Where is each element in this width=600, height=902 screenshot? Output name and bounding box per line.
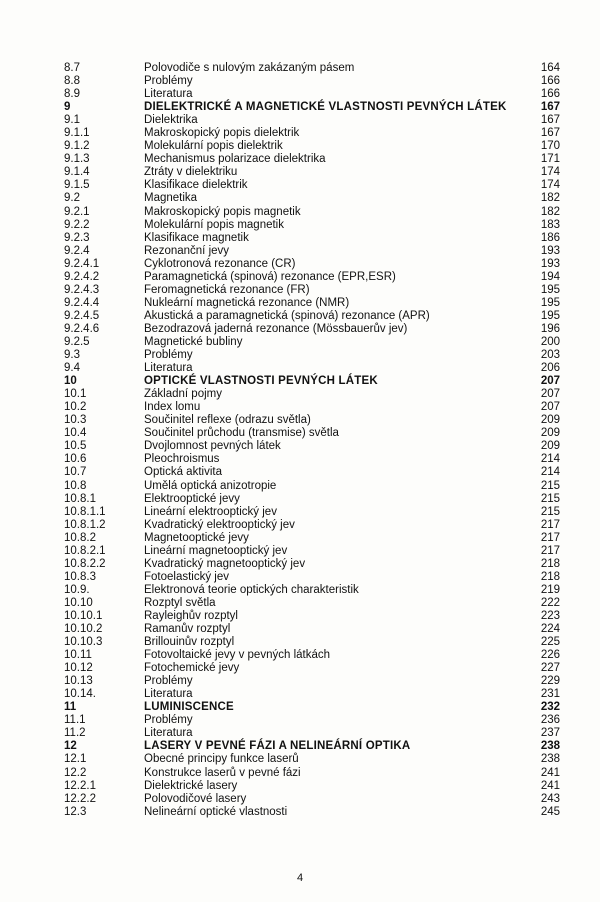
toc-entry-number: 9.1.2	[64, 140, 90, 153]
toc-row	[64, 232, 560, 245]
toc-entry-number: 10.8	[64, 479, 87, 492]
toc-entry-number: 9.1	[64, 114, 80, 127]
toc-entry-page: 222	[540, 596, 560, 609]
toc-row	[64, 493, 560, 506]
toc-entry-page: 207	[540, 375, 560, 388]
toc-entry-title: Elektrooptické jevy	[144, 492, 240, 505]
toc-entry-number: 10.10.3	[64, 636, 103, 649]
toc-row	[64, 688, 560, 701]
toc-entry-page: 243	[540, 792, 560, 805]
toc-entry-number: 9.2.4.5	[64, 309, 100, 322]
toc-entry-number: 10.10.1	[64, 609, 103, 622]
toc-entry-number: 10.8.3	[64, 570, 96, 583]
toc-row	[64, 166, 560, 179]
toc-entry-page: 193	[540, 257, 560, 270]
toc-entry-page: 166	[540, 88, 560, 101]
toc-row	[64, 336, 560, 349]
toc-entry-page: 219	[540, 583, 560, 596]
toc-entry-page: 215	[540, 492, 560, 505]
toc-entry-title: Makroskopický popis magnetik	[144, 205, 301, 218]
toc-chapter-row	[64, 101, 560, 114]
toc-entry-title: Optická aktivita	[144, 466, 222, 479]
toc-entry-page: 183	[540, 218, 560, 231]
toc-row	[64, 219, 560, 232]
toc-row	[64, 114, 560, 127]
toc-entry-page: 182	[540, 192, 560, 205]
toc-entry-number: 10.3	[64, 414, 87, 427]
toc-row	[64, 414, 560, 427]
toc-entry-page: 186	[540, 231, 560, 244]
toc-entry-title: Bezodrazová jaderná rezonance (Mössbauerův jev)	[144, 322, 408, 335]
toc-entry-page: 217	[540, 544, 560, 557]
toc-entry-number: 10.12	[64, 662, 93, 675]
toc-entry-page: 237	[540, 727, 560, 740]
toc-entry-number: 9.1.1	[64, 127, 90, 140]
toc-entry-title: Dielektrika	[144, 114, 198, 127]
toc-entry-title: Konstrukce laserů v pevné fázi	[144, 766, 301, 779]
toc-entry-title: Ramanův rozptyl	[144, 623, 231, 636]
toc-entry-page: 241	[540, 779, 560, 792]
toc-entry-number: 9.2.4.3	[64, 283, 100, 296]
toc-entry-title: Brillouinův rozptyl	[144, 636, 235, 649]
toc-entry-title: Elektronová teorie optických charakteristik	[144, 583, 359, 596]
toc-entry-number: 9.2.4.4	[64, 296, 100, 309]
toc-entry-number: 9.4	[64, 362, 80, 375]
toc-entry-page: 238	[540, 740, 560, 753]
toc-entry-page: 174	[540, 166, 560, 179]
toc-entry-number: 9.2.3	[64, 231, 90, 244]
toc-entry-number: 9	[64, 101, 71, 114]
toc-entry-title: Kvadratický elektrooptický jev	[144, 518, 295, 531]
toc-entry-title: OPTICKÉ VLASTNOSTI PEVNÝCH LÁTEK	[144, 375, 378, 388]
toc-entry-title: Základní pojmy	[144, 388, 222, 401]
toc-entry-number: 10.10	[64, 596, 93, 609]
toc-row	[64, 636, 560, 649]
toc-row	[64, 427, 560, 440]
toc-entry-page: 218	[540, 570, 560, 583]
toc-row	[64, 545, 560, 558]
footer-page-number: 4	[296, 872, 304, 884]
toc-entry-page: 195	[540, 296, 560, 309]
toc-entry-page: 238	[540, 753, 560, 766]
toc-entry-page: 227	[540, 662, 560, 675]
toc-entry-number: 12.2	[64, 766, 87, 779]
toc-entry-number: 9.2.4.2	[64, 270, 100, 283]
toc-entry-title: Ztráty v dielektriku	[144, 166, 238, 179]
toc-entry-title: Magnetika	[144, 192, 198, 205]
toc-entry-number: 9.2.2	[64, 218, 90, 231]
toc-entry-page: 214	[540, 466, 560, 479]
table-of-contents	[64, 62, 560, 819]
toc-row	[64, 388, 560, 401]
toc-entry-page: 229	[540, 675, 560, 688]
toc-entry-number: 10.5	[64, 440, 87, 453]
toc-row	[64, 753, 560, 766]
toc-entry-title: Problémy	[144, 349, 193, 362]
toc-entry-title: Index lomu	[144, 401, 201, 414]
toc-entry-page: 206	[540, 362, 560, 375]
toc-entry-page: 194	[540, 270, 560, 283]
toc-entry-page: 170	[540, 140, 560, 153]
toc-entry-title: LUMINISCENCE	[144, 701, 234, 714]
toc-row	[64, 310, 560, 323]
toc-entry-page: 195	[540, 283, 560, 296]
toc-entry-title: Rozptyl světla	[144, 596, 216, 609]
toc-entry-page: 224	[540, 623, 560, 636]
toc-entry-title: Paramagnetická (spinová) rezonance (EPR,ESR)	[144, 270, 396, 283]
toc-row	[64, 466, 560, 479]
toc-row	[64, 362, 560, 375]
toc-entry-page: 241	[540, 766, 560, 779]
toc-entry-title: Literatura	[144, 727, 193, 740]
toc-entry-title: Problémy	[144, 714, 193, 727]
toc-entry-page: 166	[540, 75, 560, 88]
toc-entry-number: 10.8.1.1	[64, 505, 106, 518]
toc-entry-page: 203	[540, 349, 560, 362]
toc-entry-number: 10.6	[64, 453, 87, 466]
toc-row	[64, 401, 560, 414]
toc-entry-title: Součinitel průchodu (transmise) světla	[144, 427, 339, 440]
toc-entry-number: 9.2.1	[64, 205, 90, 218]
toc-entry-title: Molekulární popis magnetik	[144, 218, 284, 231]
toc-entry-page: 209	[540, 427, 560, 440]
toc-entry-page: 214	[540, 453, 560, 466]
toc-entry-title: Nelineární optické vlastnosti	[144, 805, 288, 818]
toc-entry-page: 209	[540, 414, 560, 427]
toc-entry-number: 9.2.4	[64, 244, 90, 257]
toc-row	[64, 323, 560, 336]
toc-row	[64, 571, 560, 584]
toc-row	[64, 480, 560, 493]
toc-row	[64, 62, 560, 75]
toc-entry-title: Problémy	[144, 75, 193, 88]
toc-entry-title: Makroskopický popis dielektrik	[144, 127, 300, 140]
toc-row	[64, 453, 560, 466]
toc-entry-number: 11.1	[64, 714, 86, 727]
toc-entry-title: Pleochroismus	[144, 453, 220, 466]
toc-entry-number: 10.10.2	[64, 623, 103, 636]
toc-entry-page: 236	[540, 714, 560, 727]
toc-entry-title: Polovodičové lasery	[144, 792, 247, 805]
toc-row	[64, 271, 560, 284]
toc-entry-number: 10.8.1	[64, 492, 96, 505]
toc-entry-number: 10.9.	[64, 583, 90, 596]
toc-entry-page: 182	[540, 205, 560, 218]
toc-row	[64, 349, 560, 362]
toc-entry-title: Umělá optická anizotropie	[144, 479, 277, 492]
toc-row	[64, 584, 560, 597]
toc-row	[64, 714, 560, 727]
toc-row	[64, 649, 560, 662]
toc-entry-page: 195	[540, 309, 560, 322]
toc-entry-title: Akustická a paramagnetická (spinová) rezonance (APR)	[144, 309, 430, 322]
toc-entry-page: 209	[540, 440, 560, 453]
toc-entry-page: 215	[540, 505, 560, 518]
toc-entry-number: 10.11	[64, 649, 92, 662]
toc-entry-number: 9.2.4.6	[64, 322, 100, 335]
toc-entry-number: 10.1	[64, 388, 87, 401]
toc-entry-number: 10.8.1.2	[64, 518, 106, 531]
toc-entry-page: 225	[540, 636, 560, 649]
toc-entry-page: 217	[540, 531, 560, 544]
toc-entry-title: Mechanismus polarizace dielektrika	[144, 153, 326, 166]
toc-entry-title: Molekulární popis dielektrik	[144, 140, 283, 153]
toc-row	[64, 192, 560, 205]
toc-entry-number: 11	[64, 701, 77, 714]
toc-row	[64, 258, 560, 271]
toc-entry-number: 10.7	[64, 466, 87, 479]
toc-row	[64, 727, 560, 740]
toc-entry-page: 193	[540, 244, 560, 257]
toc-row	[64, 532, 560, 545]
toc-entry-number: 12.2.1	[64, 779, 96, 792]
toc-entry-title: Polovodiče s nulovým zakázaným pásem	[144, 62, 355, 74]
toc-entry-page: 167	[540, 101, 560, 114]
toc-row	[64, 675, 560, 688]
toc-entry-number: 12.1	[64, 753, 87, 766]
toc-row	[64, 153, 560, 166]
toc-entry-page: 226	[540, 649, 560, 662]
toc-chapter-row	[64, 740, 560, 753]
toc-entry-title: Lineární elektrooptický jev	[144, 505, 277, 518]
toc-entry-title: DIELEKTRICKÉ A MAGNETICKÉ VLASTNOSTI PEVNÝCH LÁTEK	[144, 101, 507, 114]
toc-row	[64, 558, 560, 571]
toc-entry-number: 12	[64, 740, 77, 753]
toc-entry-title: Nukleární magnetická rezonance (NMR)	[144, 296, 350, 309]
toc-row	[64, 140, 560, 153]
toc-entry-number: 10.8.2	[64, 531, 96, 544]
toc-entry-title: Rezonanční jevy	[144, 244, 230, 257]
toc-entry-title: Fotovoltaické jevy v pevných látkách	[144, 649, 331, 662]
toc-entry-title: Cyklotronová rezonance (CR)	[144, 257, 296, 270]
toc-entry-page: 232	[540, 701, 560, 714]
toc-entry-number: 10.4	[64, 427, 87, 440]
toc-entry-title: Literatura	[144, 688, 193, 701]
toc-entry-number: 10.8.2.2	[64, 557, 106, 570]
toc-entry-title: Magnetické bubliny	[144, 335, 243, 348]
toc-entry-title: Rayleighův rozptyl	[144, 609, 238, 622]
toc-entry-number: 10.14.	[64, 688, 96, 701]
toc-entry-number: 9.2.5	[64, 335, 90, 348]
toc-entry-title: Dielektrické lasery	[144, 779, 238, 792]
toc-entry-number: 11.2	[64, 727, 86, 740]
toc-entry-page: 171	[540, 153, 560, 166]
toc-entry-page: 218	[540, 557, 560, 570]
toc-row	[64, 297, 560, 310]
toc-entry-title: Lineární magnetooptický jev	[144, 544, 288, 557]
toc-entry-page: 245	[540, 805, 560, 818]
toc-row	[64, 75, 560, 88]
toc-row	[64, 767, 560, 780]
toc-entry-page: 174	[540, 179, 560, 192]
toc-entry-number: 9.1.3	[64, 153, 90, 166]
toc-entry-title: Součinitel reflexe (odrazu světla)	[144, 414, 311, 427]
toc-entry-number: 10.8.2.1	[64, 544, 106, 557]
toc-entry-number: 9.2.4.1	[64, 257, 100, 270]
toc-entry-title: Literatura	[144, 362, 193, 375]
toc-row	[64, 284, 560, 297]
toc-entry-page: 207	[540, 401, 560, 414]
toc-entry-title: Kvadratický magnetooptický jev	[144, 557, 306, 570]
toc-entry-title: Klasifikace magnetik	[144, 231, 249, 244]
toc-row	[64, 440, 560, 453]
toc-entry-page: 207	[540, 388, 560, 401]
toc-row	[64, 88, 560, 101]
toc-entry-page: 167	[540, 114, 560, 127]
toc-entry-number: 9.3	[64, 349, 80, 362]
toc-entry-title: Literatura	[144, 88, 193, 101]
toc-entry-number: 9.2	[64, 192, 80, 205]
toc-entry-title: Magnetooptické jevy	[144, 531, 249, 544]
toc-entry-page: 167	[540, 127, 560, 140]
toc-entry-title: Feromagnetická rezonance (FR)	[144, 283, 310, 296]
toc-entry-number: 8.8	[64, 75, 80, 88]
toc-row	[64, 206, 560, 219]
toc-row	[64, 780, 560, 793]
toc-row	[64, 623, 560, 636]
toc-entry-page: 196	[540, 322, 560, 335]
toc-entry-number: 10.2	[64, 401, 87, 414]
toc-entry-page: 223	[540, 609, 560, 622]
toc-entry-number: 10	[64, 375, 77, 388]
toc-row	[64, 610, 560, 623]
toc-entry-page: 217	[540, 518, 560, 531]
toc-row	[64, 597, 560, 610]
toc-entry-number: 8.7	[64, 62, 80, 74]
toc-entry-title: Fotochemické jevy	[144, 662, 240, 675]
toc-row	[64, 806, 560, 819]
toc-chapter-row	[64, 701, 560, 714]
toc-row	[64, 245, 560, 258]
toc-row	[64, 179, 560, 192]
toc-entry-number: 10.13	[64, 675, 93, 688]
toc-entry-page: 164	[540, 62, 560, 74]
toc-entry-number: 8.9	[64, 88, 80, 101]
toc-entry-number: 12.2.2	[64, 792, 96, 805]
toc-entry-page: 200	[540, 335, 560, 348]
toc-entry-number: 9.1.5	[64, 179, 90, 192]
toc-entry-title: Fotoelastický jev	[144, 570, 230, 583]
toc-entry-title: Dvojlomnost pevných látek	[144, 440, 281, 453]
toc-row	[64, 127, 560, 140]
toc-entry-number: 9.1.4	[64, 166, 90, 179]
toc-row	[64, 519, 560, 532]
toc-entry-title: Obecné principy funkce laserů	[144, 753, 299, 766]
toc-row	[64, 662, 560, 675]
toc-row	[64, 506, 560, 519]
toc-entry-page: 215	[540, 479, 560, 492]
toc-chapter-row	[64, 375, 560, 388]
toc-entry-title: LASERY V PEVNÉ FÁZI A NELINEÁRNÍ OPTIKA	[144, 740, 411, 753]
toc-entry-title: Klasifikace dielektrik	[144, 179, 248, 192]
toc-entry-page: 231	[540, 688, 560, 701]
toc-entry-number: 12.3	[64, 805, 87, 818]
toc-entry-title: Problémy	[144, 675, 193, 688]
toc-row	[64, 793, 560, 806]
